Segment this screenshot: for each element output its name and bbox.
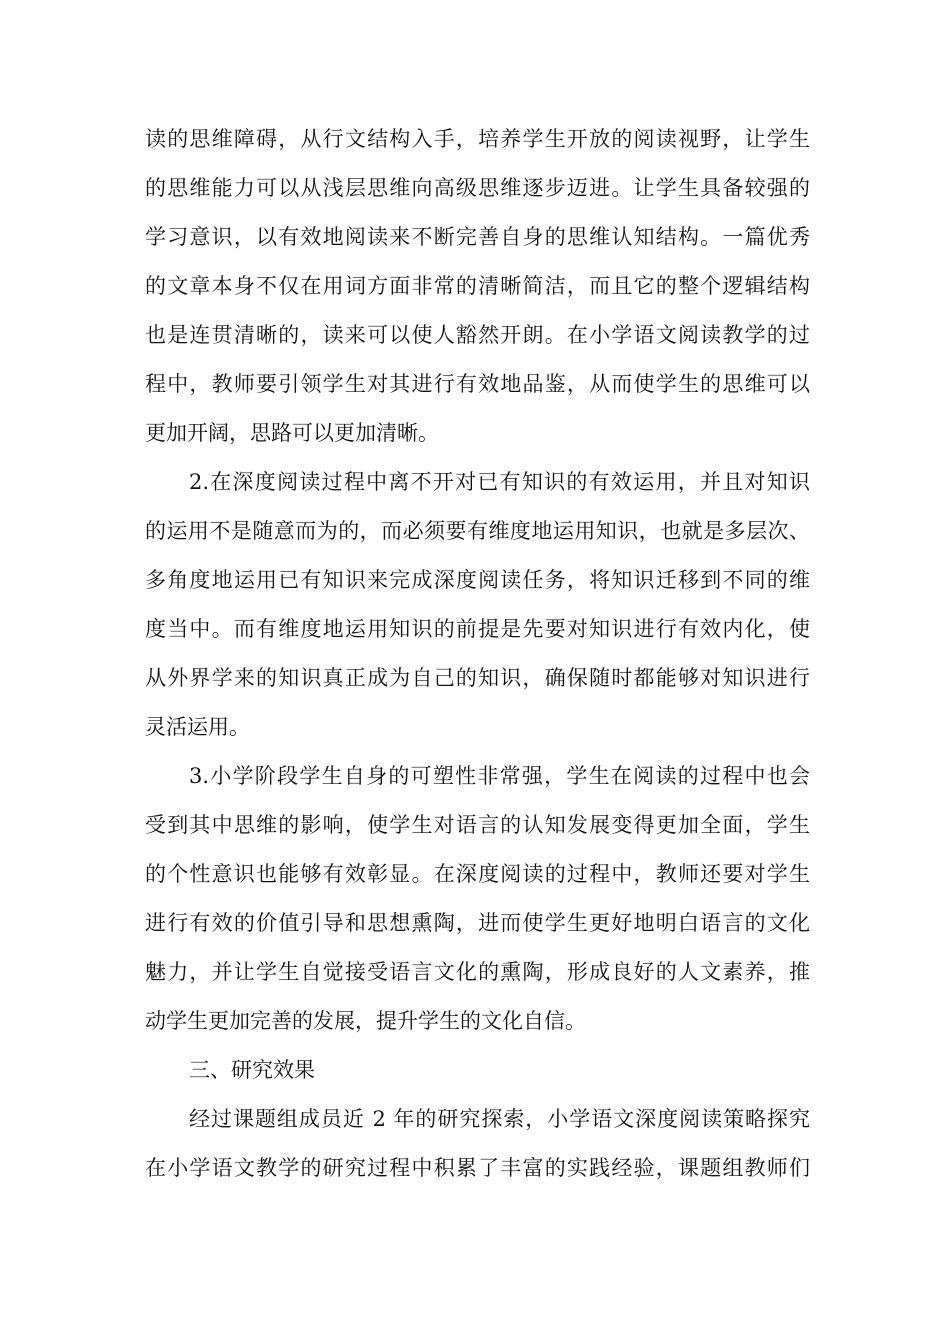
text-line: 受到其中思维的影响，使学生对语言的认知发展变得更加全面，学生	[145, 813, 810, 837]
text-line: 的思维能力可以从浅层思维向高级思维逐步迈进。让学生具备较强的	[145, 176, 810, 200]
text-line: 读的思维障碍，从行文结构入手，培养学生开放的阅读视野，让学生	[145, 127, 810, 151]
text-line: 的个性意识也能够有效彰显。在深度阅读的过程中，教师还要对学生	[145, 862, 810, 886]
text-line: 多角度地运用已有知识来完成深度阅读任务，将知识迁移到不同的维	[145, 568, 810, 592]
text-line: 灵活运用。	[145, 715, 250, 739]
text-line: 进行有效的价值引导和思想熏陶，进而使学生更好地明白语言的文化	[145, 911, 810, 935]
body-text	[145, 115, 810, 1193]
text-line: 2.在深度阅读过程中离不开对已有知识的有效运用，并且对知识	[189, 470, 810, 494]
text-line: 更加开阔，思路可以更加清晰。	[145, 421, 439, 445]
text-line: 动学生更加完善的发展，提升学生的文化自信。	[145, 1009, 586, 1033]
text-line: 学习意识，以有效地阅读来不断完善自身的思维认知结构。一篇优秀	[145, 225, 810, 249]
text-line: 的文章本身不仅在用词方面非常的清晰简洁，而且它的整个逻辑结构	[145, 274, 810, 298]
text-line: 魅力，并让学生自觉接受语言文化的熏陶，形成良好的人文素养，推	[145, 960, 810, 984]
text-line: 度当中。而有维度地运用知识的前提是先要对知识进行有效内化，使	[145, 617, 810, 641]
text-line: 程中，教师要引领学生对其进行有效地品鉴，从而使学生的思维可以	[145, 372, 810, 396]
text-line: 3.小学阶段学生自身的可塑性非常强，学生在阅读的过程中也会	[189, 764, 810, 788]
text-line: 经过课题组成员近 2 年的研究探索，小学语文深度阅读策略探究	[189, 1107, 810, 1131]
text-line: 从外界学来的知识真正成为自己的知识，确保随时都能够对知识进行	[145, 666, 810, 690]
text-line: 在小学语文教学的研究过程中积累了丰富的实践经验，课题组教师们	[145, 1156, 810, 1180]
text-line: 三、研究效果	[189, 1058, 315, 1082]
text-line: 也是连贯清晰的，读来可以使人豁然开朗。在小学语文阅读教学的过	[145, 323, 810, 347]
text-line: 的运用不是随意而为的，而必须要有维度地运用知识，也就是多层次、	[145, 519, 810, 543]
